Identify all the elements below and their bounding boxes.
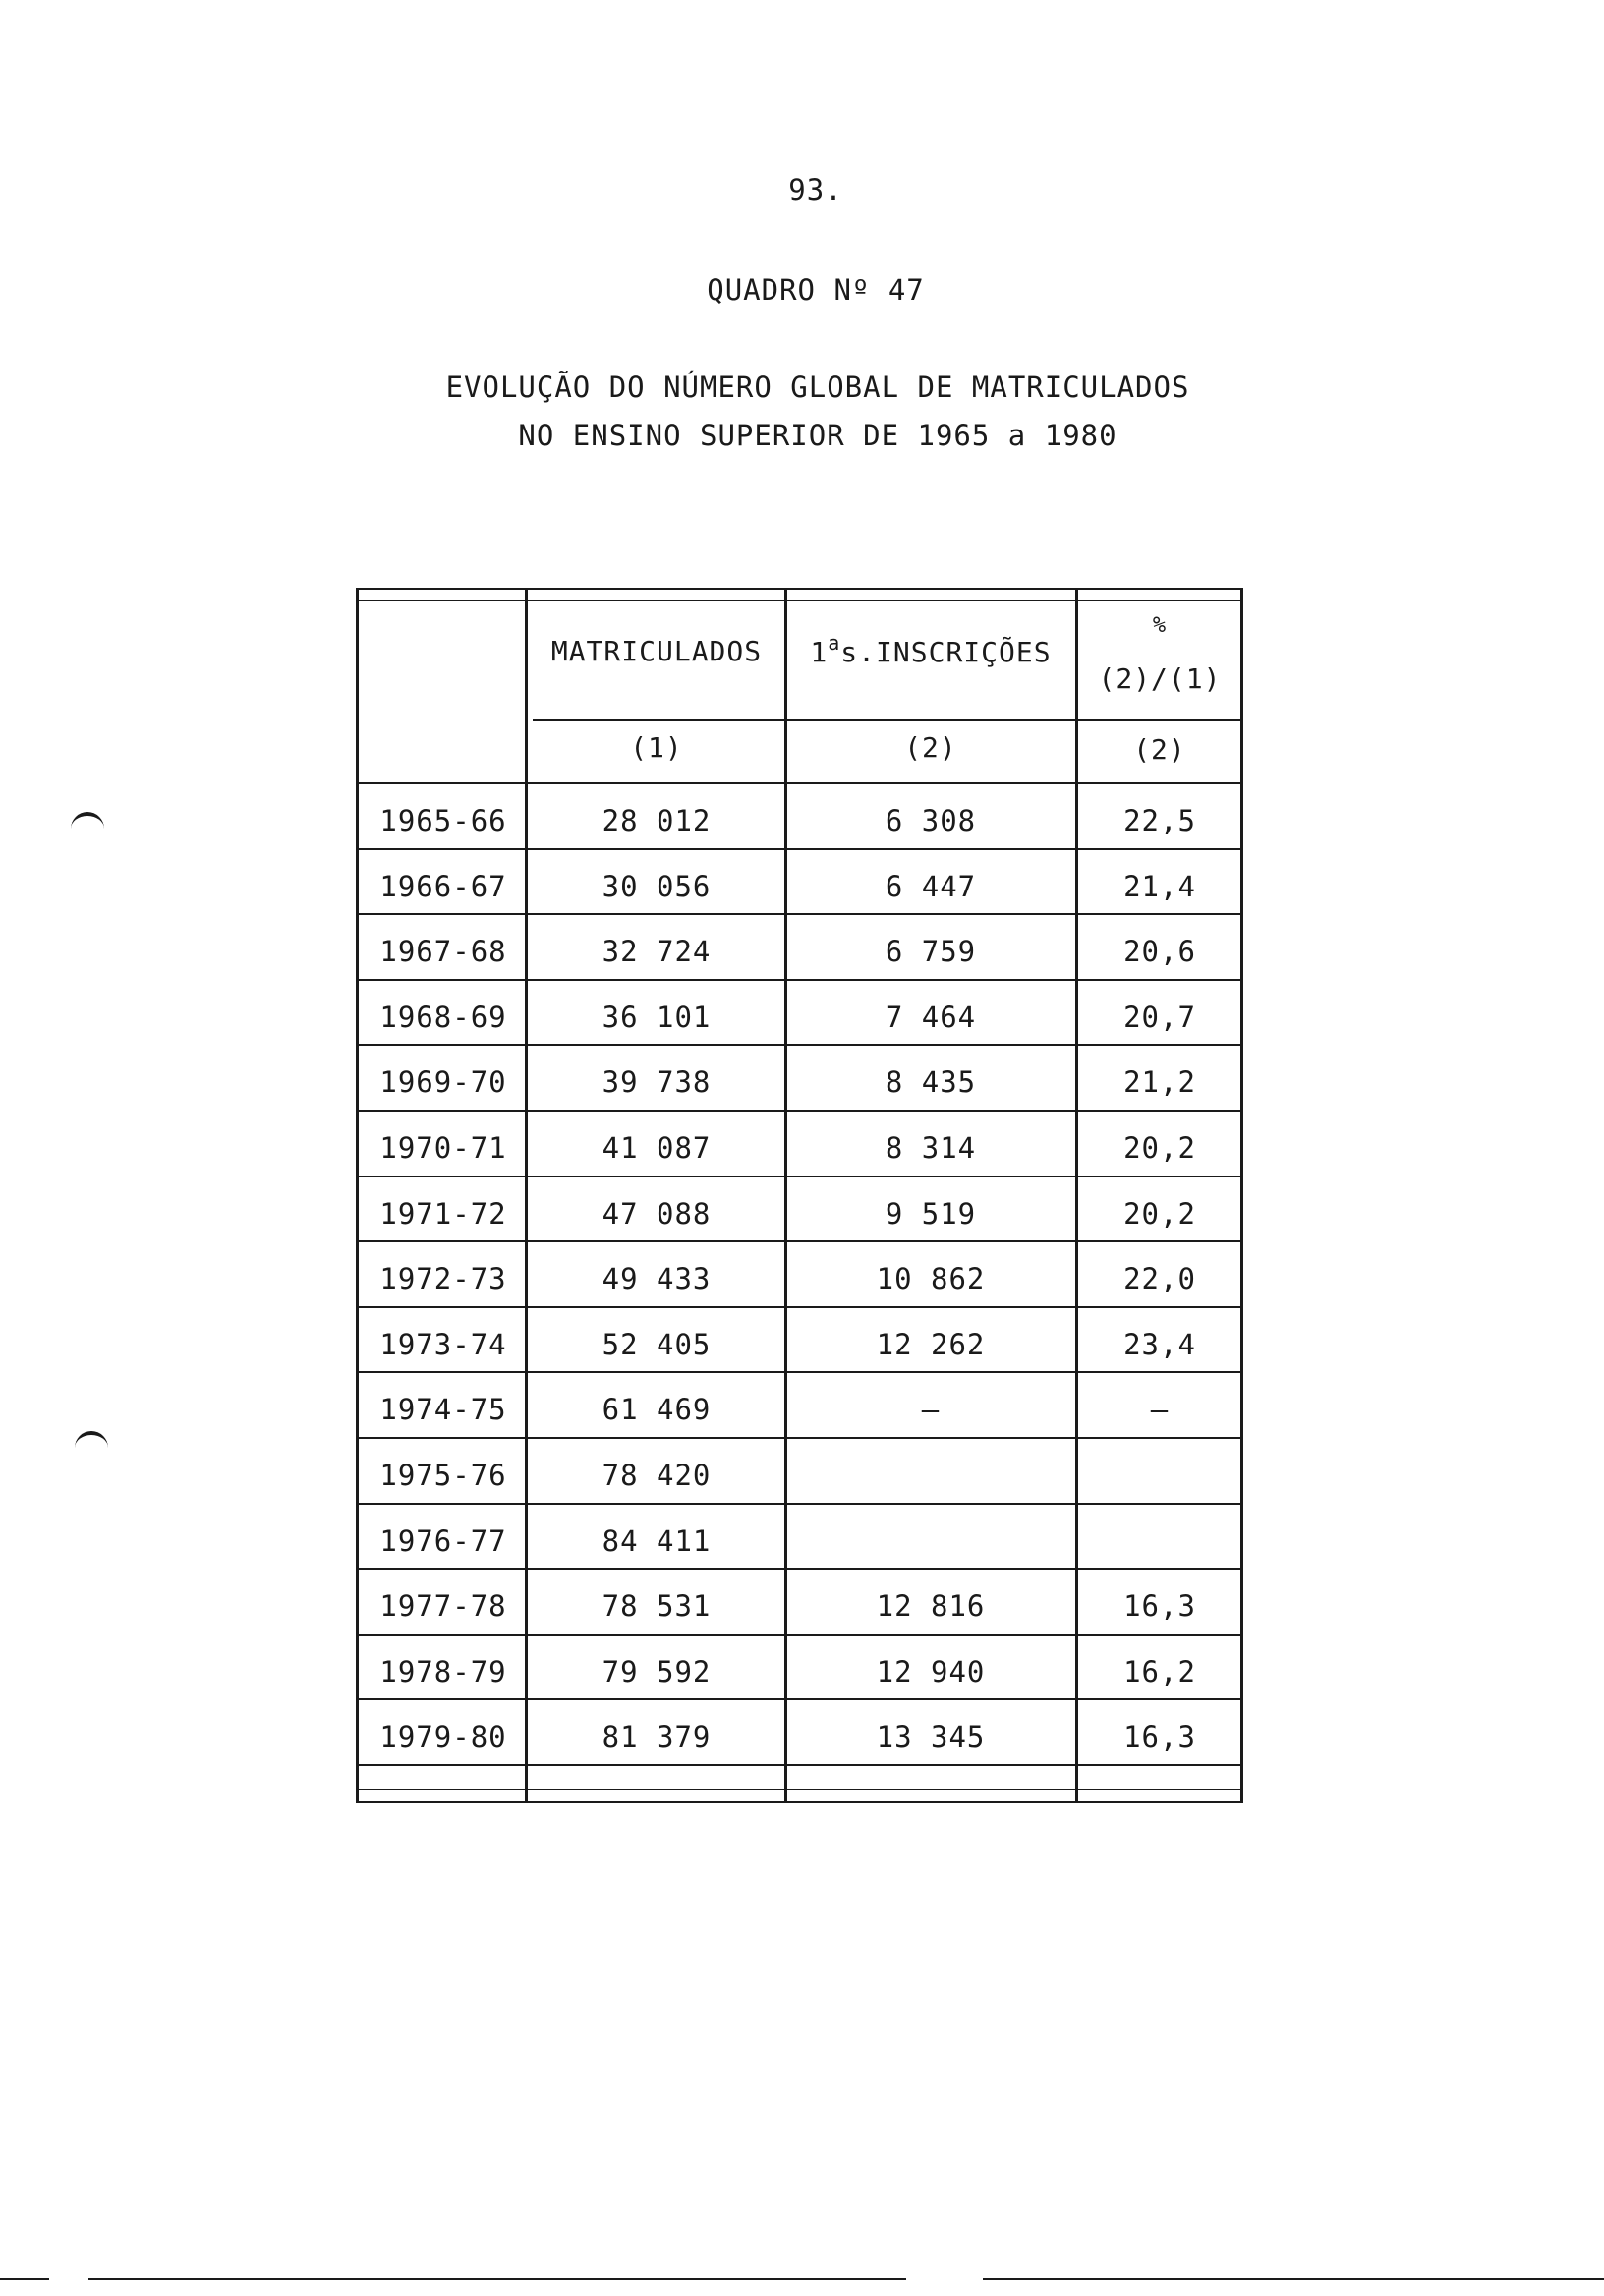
cell-year: 1976-77 xyxy=(379,1524,507,1558)
cell-matriculados: 61 469 xyxy=(602,1393,712,1426)
cell-percent: 16,2 xyxy=(1123,1655,1196,1689)
header-inscricoes-ordinal: a xyxy=(828,631,841,655)
table-border-bottom xyxy=(356,1801,1243,1803)
table-border-bottom-inner xyxy=(356,1789,1243,1790)
cell-year: 1977-78 xyxy=(379,1589,507,1623)
row-separator xyxy=(356,1110,1243,1112)
cell-matriculados: 30 056 xyxy=(602,870,712,903)
row-separator xyxy=(356,1371,1243,1373)
cell-first-inscriptions: 7 464 xyxy=(885,1001,977,1034)
row-separator xyxy=(356,979,1243,981)
cell-year: 1965-66 xyxy=(379,804,507,837)
column-divider-3 xyxy=(1075,588,1078,1803)
cell-year: 1972-73 xyxy=(379,1262,507,1295)
header-percent-symbol: % xyxy=(1152,613,1168,638)
header-bottom-line xyxy=(356,782,1243,784)
cell-year: 1974-75 xyxy=(379,1393,507,1426)
cell-year: 1979-80 xyxy=(379,1720,507,1753)
page-number: 93. xyxy=(788,173,843,206)
cell-first-inscriptions: 6 759 xyxy=(885,935,977,968)
page-bottom-rule-left xyxy=(0,2278,49,2280)
cell-matriculados: 84 411 xyxy=(602,1524,712,1558)
cell-year: 1970-71 xyxy=(379,1131,507,1165)
cell-matriculados: 49 433 xyxy=(602,1262,712,1295)
header-percent-formula: (2)/(1) xyxy=(1098,662,1222,695)
header-matriculados: MATRICULADOS xyxy=(550,635,763,667)
header-first-inscriptions xyxy=(788,631,1073,668)
cell-first-inscriptions: 12 816 xyxy=(876,1589,986,1623)
cell-year: 1967-68 xyxy=(379,935,507,968)
cell-matriculados: 78 531 xyxy=(602,1589,712,1623)
page-bottom-rule-middle xyxy=(88,2278,906,2280)
table-title-line-1: EVOLUÇÃO DO NÚMERO GLOBAL DE MATRICULADOS xyxy=(445,371,1190,404)
row-separator xyxy=(356,913,1243,915)
header-ref-3: (2) xyxy=(1133,733,1186,766)
cell-first-inscriptions: 9 519 xyxy=(885,1197,977,1231)
row-separator xyxy=(356,1503,1243,1505)
cell-matriculados: 78 420 xyxy=(602,1459,712,1492)
row-separator xyxy=(356,1634,1243,1636)
header-inscricoes-rest: s.INSCRIÇÕES xyxy=(840,636,1052,668)
table-border-top xyxy=(356,588,1243,590)
cell-percent: 22,5 xyxy=(1123,804,1196,837)
page-bottom-rule-right xyxy=(983,2278,1604,2280)
cell-matriculados: 79 592 xyxy=(602,1655,712,1689)
cell-first-inscriptions: 10 862 xyxy=(876,1262,986,1295)
table-number: QUADRO Nº 47 xyxy=(707,273,925,307)
table-title-line-2: NO ENSINO SUPERIOR DE 1965 a 1980 xyxy=(518,419,1117,452)
table-border-left xyxy=(356,588,359,1803)
cell-matriculados: 81 379 xyxy=(602,1720,712,1753)
cell-percent: 20,2 xyxy=(1123,1131,1196,1165)
cell-percent: 23,4 xyxy=(1123,1328,1196,1361)
table-border-top-inner xyxy=(356,600,1243,601)
row-separator xyxy=(356,1764,1243,1766)
cell-matriculados: 47 088 xyxy=(602,1197,712,1231)
row-separator xyxy=(356,1698,1243,1700)
cell-year: 1978-79 xyxy=(379,1655,507,1689)
cell-first-inscriptions: 12 940 xyxy=(876,1655,986,1689)
margin-mark-top xyxy=(71,812,104,833)
cell-first-inscriptions: 12 262 xyxy=(876,1328,986,1361)
cell-first-inscriptions: — xyxy=(921,1393,941,1426)
row-separator xyxy=(356,1176,1243,1177)
table-border-right xyxy=(1240,588,1243,1803)
cell-matriculados: 39 738 xyxy=(602,1065,712,1099)
cell-percent: 16,3 xyxy=(1123,1720,1196,1753)
cell-percent: 16,3 xyxy=(1123,1589,1196,1623)
row-separator xyxy=(356,1240,1243,1242)
cell-year: 1973-74 xyxy=(379,1328,507,1361)
cell-percent: — xyxy=(1150,1393,1170,1426)
column-divider-1 xyxy=(525,588,528,1803)
cell-year: 1975-76 xyxy=(379,1459,507,1492)
cell-percent: 21,2 xyxy=(1123,1065,1196,1099)
cell-matriculados: 52 405 xyxy=(602,1328,712,1361)
header-ref-1: (1) xyxy=(630,731,683,764)
cell-first-inscriptions: 6 308 xyxy=(885,804,977,837)
enrollment-table xyxy=(356,588,1240,1803)
cell-matriculados: 32 724 xyxy=(602,935,712,968)
cell-matriculados: 36 101 xyxy=(602,1001,712,1034)
row-separator xyxy=(356,848,1243,850)
cell-matriculados: 41 087 xyxy=(602,1131,712,1165)
cell-first-inscriptions: 13 345 xyxy=(876,1720,986,1753)
cell-percent: 22,0 xyxy=(1123,1262,1196,1295)
header-inscricoes-prefix: 1 xyxy=(810,636,829,668)
column-divider-2 xyxy=(784,588,787,1803)
row-separator xyxy=(356,1437,1243,1439)
cell-year: 1969-70 xyxy=(379,1065,507,1099)
header-separator xyxy=(533,719,1240,721)
cell-matriculados: 28 012 xyxy=(602,804,712,837)
row-separator xyxy=(356,1044,1243,1046)
header-ref-2: (2) xyxy=(904,731,957,764)
margin-mark-bottom xyxy=(75,1431,108,1453)
row-separator xyxy=(356,1568,1243,1570)
cell-percent: 20,6 xyxy=(1123,935,1196,968)
cell-percent: 20,7 xyxy=(1123,1001,1196,1034)
cell-first-inscriptions: 8 435 xyxy=(885,1065,977,1099)
row-separator xyxy=(356,1306,1243,1308)
cell-year: 1971-72 xyxy=(379,1197,507,1231)
cell-percent: 21,4 xyxy=(1123,870,1196,903)
cell-first-inscriptions: 8 314 xyxy=(885,1131,977,1165)
cell-year: 1966-67 xyxy=(379,870,507,903)
cell-percent: 20,2 xyxy=(1123,1197,1196,1231)
cell-first-inscriptions: 6 447 xyxy=(885,870,977,903)
cell-year: 1968-69 xyxy=(379,1001,507,1034)
